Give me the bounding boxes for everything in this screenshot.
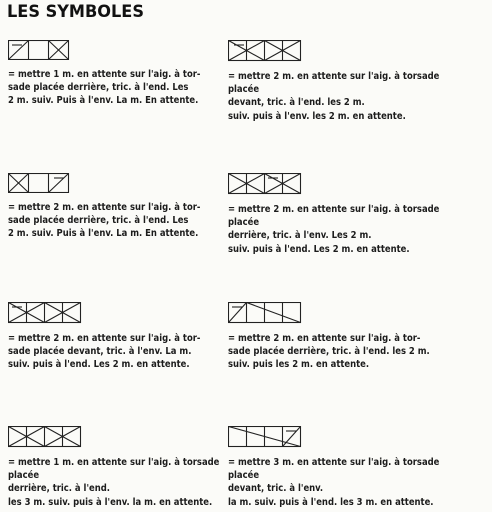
symbol-description: = mettre 1 m. en attente sur l'aig. à torsade placée derrière, tric. à l'end. les 3 m. suiv. puis à l'env. la m. en attente. <box>8 457 220 508</box>
cable-symbol-icon <box>228 173 302 195</box>
symbol-entry <box>8 426 248 509</box>
symbol-description: = mettre 2 m. en attente sur l'aig. à torsade placée devant, tric. à l'end. les 2 m. suiv. puis à l'env. les 2 m. en attente. <box>228 71 440 122</box>
symbol-description: = mettre 1 m. en attente sur l'aig. à tor- sade placée derrière, tric. à l'end. Les 2 m. suiv. Puis à l'env. La m. En attente. <box>8 69 201 107</box>
symbol-description: = mettre 3 m. en attente sur l'aig. à torsade placée devant, tric. à l'env. la m. suiv. puis à l'end. les 3 m. en attente. <box>228 457 440 508</box>
cable-symbol-icon <box>8 426 82 448</box>
symbol-entry <box>228 173 468 256</box>
symbol-description: = mettre 2 m. en attente sur l'aig. à tor- sade placée derrière, tric. à l'end. les 2 m. suiv. puis les 2 m. en attente. <box>228 333 430 371</box>
symbol-entry <box>8 302 248 372</box>
symbol-entry <box>8 173 248 241</box>
cable-symbol-icon <box>228 426 302 448</box>
cable-symbol-icon <box>228 302 302 324</box>
page-title: LES SYMBOLES <box>7 2 144 22</box>
symbol-description: = mettre 2 m. en attente sur l'aig. à tor- sade placée devant, tric. à l'env. La m. suiv. puis à l'end. Les 2 m. en attente. <box>8 333 201 371</box>
cable-symbol-icon <box>8 173 70 193</box>
symbol-entry <box>228 302 468 372</box>
symbol-description: = mettre 2 m. en attente sur l'aig. à torsade placée derrière, tric. à l'env. Les 2 m. suiv. puis à l'end. Les 2 m. en attente. <box>228 204 440 255</box>
symbol-entry <box>228 426 468 509</box>
cable-symbol-icon <box>8 40 70 60</box>
symbol-entry <box>228 40 468 123</box>
cable-symbol-icon <box>8 302 82 324</box>
cable-symbol-icon <box>228 40 302 62</box>
symbol-entry <box>8 40 248 108</box>
symbol-description: = mettre 2 m. en attente sur l'aig. à tor- sade placée derrière, tric. à l'end. Les 2 m. suiv. Puis à l'env. La m. En attente. <box>8 202 201 240</box>
